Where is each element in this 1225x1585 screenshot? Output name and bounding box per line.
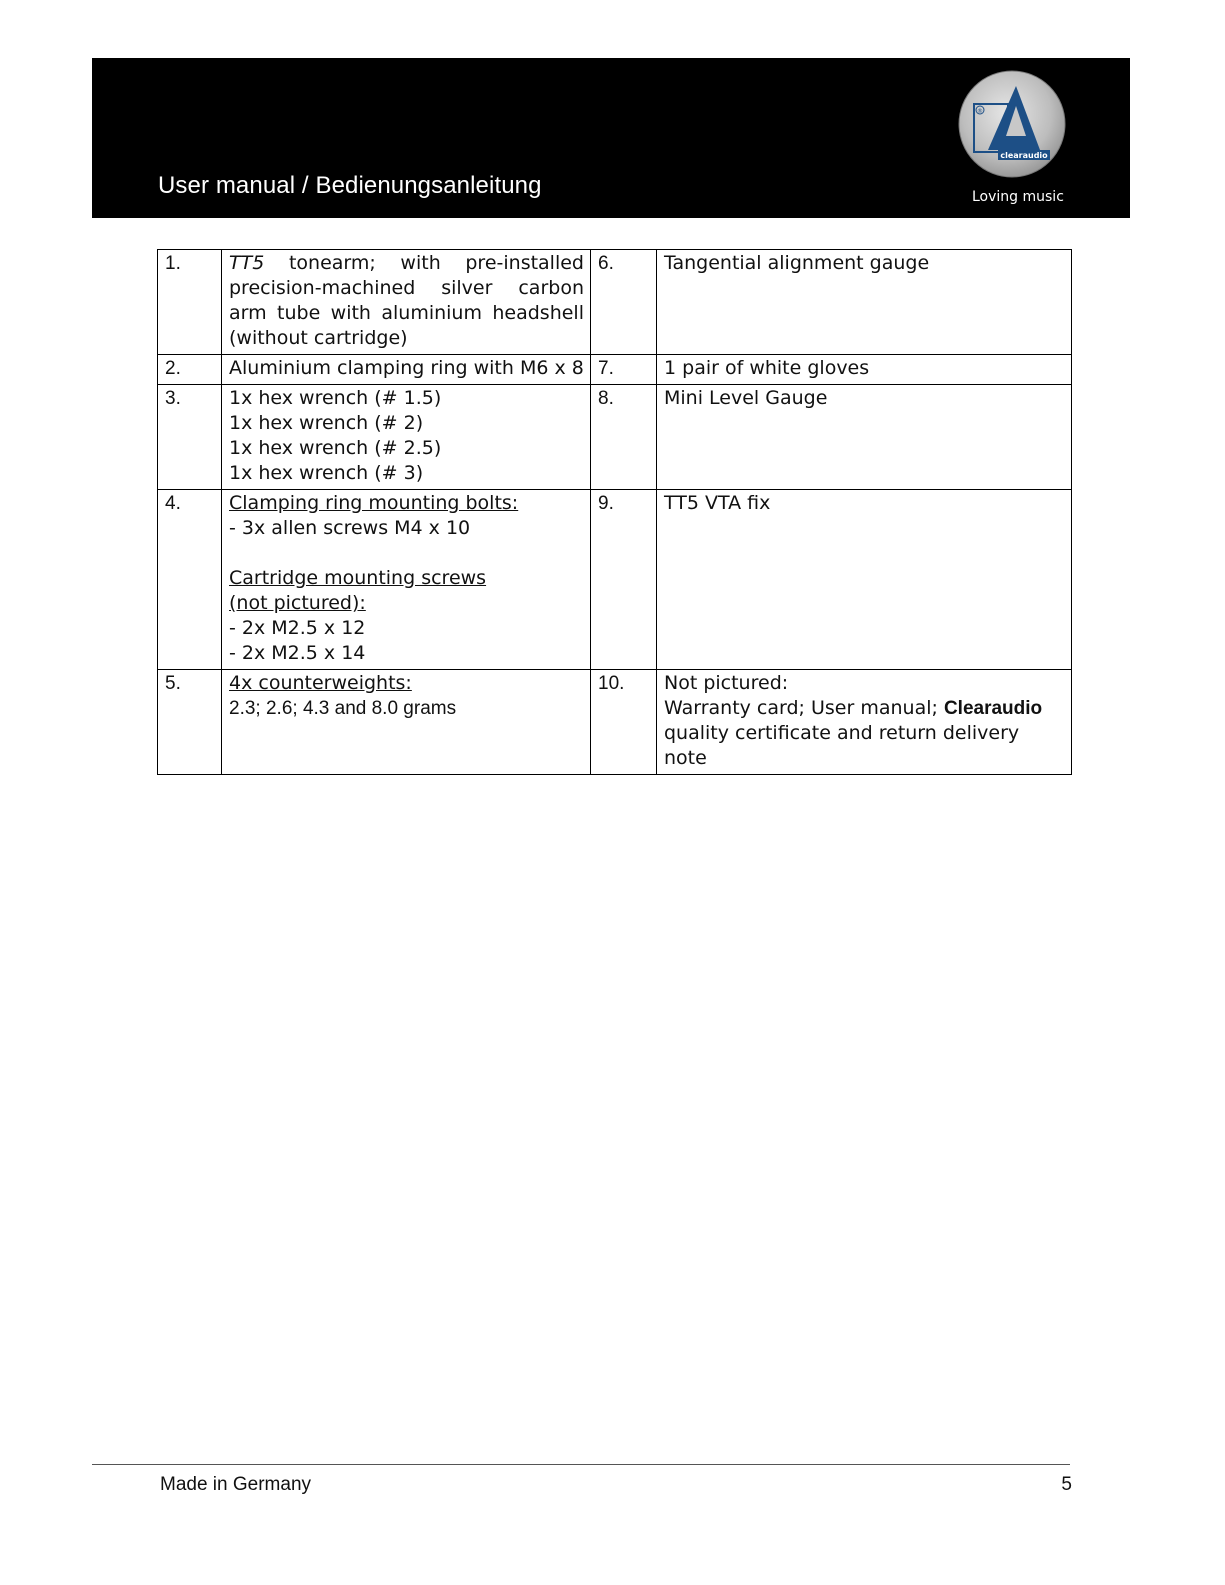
table-row	[158, 670, 1072, 775]
item-description	[222, 670, 591, 775]
item-line: - 2x M2.5 x 12	[229, 617, 366, 639]
item-line	[664, 696, 1065, 721]
clearaudio-logo	[958, 70, 1066, 178]
item-number: 9.	[591, 490, 657, 670]
item-number: 5.	[158, 670, 222, 775]
item-line: 1x hex wrench (# 2)	[229, 412, 424, 434]
item-description	[657, 670, 1072, 775]
logo-wordmark: clearaudio	[1000, 151, 1048, 160]
item-line: - 2x M2.5 x 14	[229, 642, 366, 664]
package-contents-table	[157, 249, 1072, 775]
item-number: 1.	[158, 250, 222, 355]
item-subheading: 4x counterweights:	[229, 672, 412, 694]
item-description	[222, 250, 591, 355]
table-row	[158, 250, 1072, 355]
item-number: 3.	[158, 385, 222, 490]
table-row	[158, 385, 1072, 490]
footer-made-in: Made in Germany	[160, 1474, 312, 1495]
item-line: quality certificate and return delivery note	[664, 722, 1020, 769]
item-number: 4.	[158, 490, 222, 670]
item-text: tonearm; with pre-installed precision-machined silver carbon arm tube with aluminium headshell (without cartridge)	[229, 252, 584, 349]
item-description: Mini Level Gauge	[657, 385, 1072, 490]
logo-registered-mark: ®	[977, 108, 983, 115]
item-subheading: Clamping ring mounting bolts:	[229, 492, 519, 514]
item-description: Tangential alignment gauge	[657, 250, 1072, 355]
item-description	[222, 490, 591, 670]
item-line: 2.3; 2.6; 4.3 and 8.0 grams	[229, 698, 457, 719]
item-number: 2.	[158, 355, 222, 385]
item-number: 6.	[591, 250, 657, 355]
item-name: TT5	[229, 252, 265, 274]
item-description	[222, 385, 591, 490]
item-subheading: Cartridge mounting screws	[229, 567, 487, 589]
table-row	[158, 355, 1072, 385]
header-tagline: Loving music	[972, 189, 1064, 205]
item-line: 1x hex wrench (# 2.5)	[229, 437, 442, 459]
table-row	[158, 490, 1072, 670]
item-line: Not pictured:	[664, 672, 789, 694]
item-text: Warranty card; User manual;	[664, 697, 944, 719]
item-description: Aluminium clamping ring with M6 x 8	[222, 355, 591, 385]
item-description: TT5 VTA fix	[657, 490, 1072, 670]
page-number: 5	[1061, 1474, 1072, 1495]
footer-divider	[92, 1464, 1070, 1465]
item-line: - 3x allen screws M4 x 10	[229, 517, 471, 539]
item-number: 7.	[591, 355, 657, 385]
header-title: User manual / Bedienungsanleitung	[158, 172, 542, 199]
item-number: 8.	[591, 385, 657, 490]
item-description: 1 pair of white gloves	[657, 355, 1072, 385]
line-gap	[229, 541, 584, 566]
item-line: 1x hex wrench (# 3)	[229, 462, 424, 484]
item-number: 10.	[591, 670, 657, 775]
brand-name: Clearaudio	[943, 698, 1043, 719]
item-subheading: (not pictured):	[229, 592, 366, 614]
item-line: 1x hex wrench (# 1.5)	[229, 387, 442, 409]
header-band	[92, 58, 1130, 218]
